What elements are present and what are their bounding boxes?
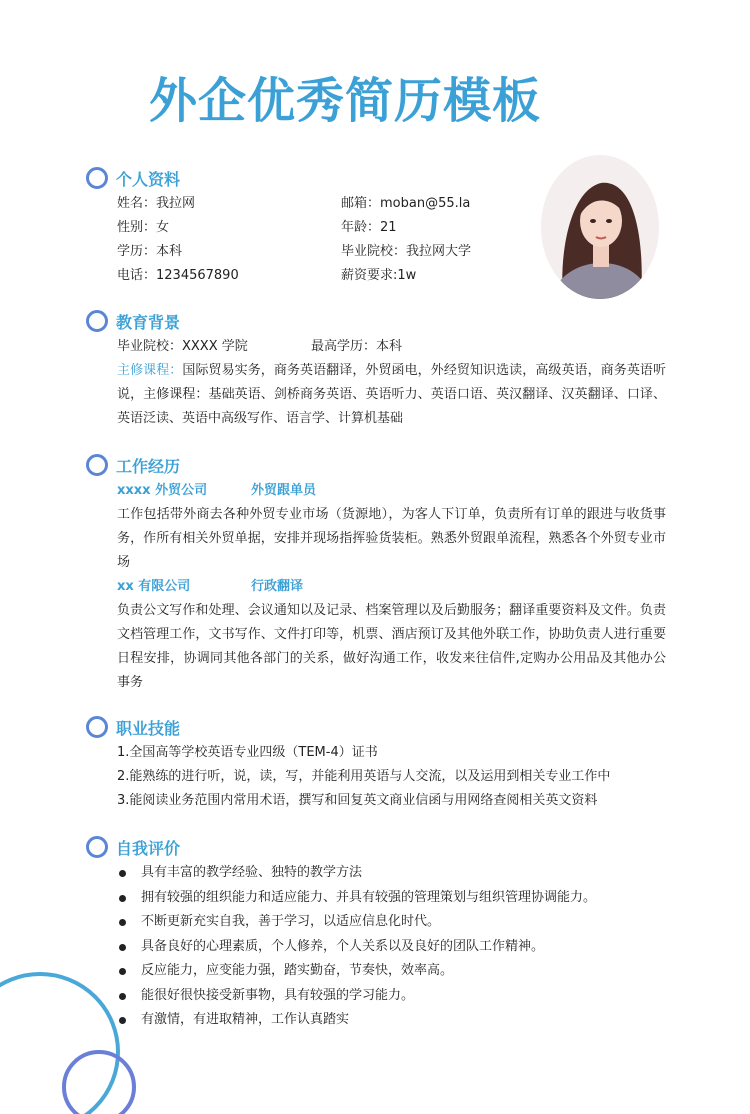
section-title: 职业技能 — [116, 718, 181, 738]
list-item-text: 不断更新充实自我，善于学习，以适应信息化时代。 — [141, 914, 441, 929]
bullet-icon — [119, 870, 126, 877]
info-gender: 性别：女 — [117, 220, 170, 235]
info-email: 邮箱：moban@55.la — [341, 196, 471, 211]
section-title: 教育背景 — [116, 312, 181, 332]
courses-label: 主修课程： — [117, 363, 183, 378]
self-list — [117, 861, 666, 1033]
info-degree: 学历：本科 — [117, 244, 183, 259]
education-body — [117, 335, 666, 431]
bullet-icon — [119, 944, 126, 951]
edu-school: 毕业院校：XXXX 学院 — [117, 339, 248, 354]
ring-icon — [86, 716, 108, 738]
ring-icon — [86, 454, 108, 476]
edu-courses — [117, 359, 666, 431]
info-school: 毕业院校：我拉网大学 — [341, 244, 472, 259]
bullet-icon — [119, 919, 126, 926]
section-header — [86, 451, 666, 479]
list-item-text: 拥有较强的组织能力和适应能力、并具有较强的管理策划与组织管理协调能力。 — [141, 889, 597, 905]
decor-circle-small — [62, 1050, 136, 1114]
skill-item: 1.全国高等学校英语专业四级（TEM-4）证书 — [117, 745, 378, 760]
bullet-icon — [119, 968, 126, 975]
job-description: 工作包括带外商去各种外贸专业市场（货源地），为客人下订单，负责所有订单的跟进与收货事务，作所有相关外贸单据，安排并现场指挥验货装柜。熟悉外贸跟单流程，熟悉各个外贸专业市场 — [117, 507, 666, 570]
section-title: 个人资料 — [116, 169, 181, 189]
section-header — [86, 833, 666, 861]
edu-degree: 最高学历：本科 — [311, 339, 403, 354]
ring-icon — [86, 310, 108, 332]
list-item-text: 具备良好的心理素质，个人修养，个人关系以及良好的团队工作精神。 — [141, 938, 545, 954]
section-personal — [86, 164, 666, 288]
list-item-text: 能很好很快接受新事物，具有较强的学习能力。 — [141, 987, 415, 1003]
job-description: 负责公文写作和处理、会议通知以及记录、档案管理以及后勤服务；翻译重要资料及文件。负责文档管理工作，文书写作、文件打印等，机票、酒店预订及其他外联工作，协助负责人进行重要日程安排，协调同其他各部门的关系，做好沟通工作，收发来往信件,定购办公用品及其他办公事务 — [117, 603, 666, 690]
info-name: 姓名：我拉网 — [117, 196, 196, 211]
job-company: xx 有限公司 — [117, 579, 191, 594]
list-item — [117, 910, 666, 935]
section-work — [86, 451, 666, 695]
bullet-icon — [119, 895, 126, 902]
courses-text: 国际贸易实务，商务英语翻译，外贸函电，外经贸知识选读，高级英语，商务英语听说，主修课程：基础英语、剑桥商务英语、英语听力、英语口语、英汉翻译、汉英翻译、口译、英语泛读、英语中高级写作、语言学、计算机基础 — [117, 363, 666, 426]
skill-item: 3.能阅读业务范围内常用术语，撰写和回复英文商业信函与用网络查阅相关英文资料 — [117, 793, 598, 808]
bullet-icon — [119, 1017, 126, 1024]
list-item — [117, 984, 666, 1009]
list-item — [117, 861, 666, 886]
page-title: 外企优秀简历模板 — [148, 73, 541, 129]
work-body — [117, 479, 666, 695]
section-title: 工作经历 — [116, 456, 181, 476]
list-item — [117, 935, 666, 960]
list-item-text: 具有丰富的教学经验、独特的教学方法 — [141, 865, 363, 880]
job-role: 外贸跟单员 — [251, 483, 317, 498]
info-age: 年龄：21 — [341, 220, 397, 235]
bullet-icon — [119, 993, 126, 1000]
section-header — [86, 713, 666, 741]
job-header — [117, 479, 666, 503]
ring-icon — [86, 836, 108, 858]
info-phone: 电话：1234567890 — [117, 268, 239, 283]
list-item — [117, 959, 666, 984]
skill-item: 2.能熟练的进行听，说，读，写，并能利用英语与人交流，以及运用到相关专业工作中 — [117, 769, 611, 784]
list-item — [117, 886, 666, 911]
section-title: 自我评价 — [116, 838, 181, 858]
personal-info-grid — [117, 192, 666, 288]
list-item-text: 反应能力，应变能力强，踏实勤奋，节奏快，效率高。 — [141, 963, 454, 978]
job-company: xxxx 外贸公司 — [117, 483, 208, 498]
list-item — [117, 1008, 666, 1033]
section-self — [86, 833, 666, 1033]
job-role: 行政翻译 — [251, 579, 304, 594]
skills-body — [117, 741, 666, 813]
job-header — [117, 575, 666, 599]
section-header — [86, 307, 666, 335]
section-header — [86, 164, 666, 192]
info-salary: 薪资要求:1w — [341, 268, 417, 283]
section-skills — [86, 713, 666, 813]
section-education — [86, 307, 666, 431]
ring-icon — [86, 167, 108, 189]
list-item-text: 有激情，有进取精神，工作认真踏实 — [141, 1012, 350, 1027]
